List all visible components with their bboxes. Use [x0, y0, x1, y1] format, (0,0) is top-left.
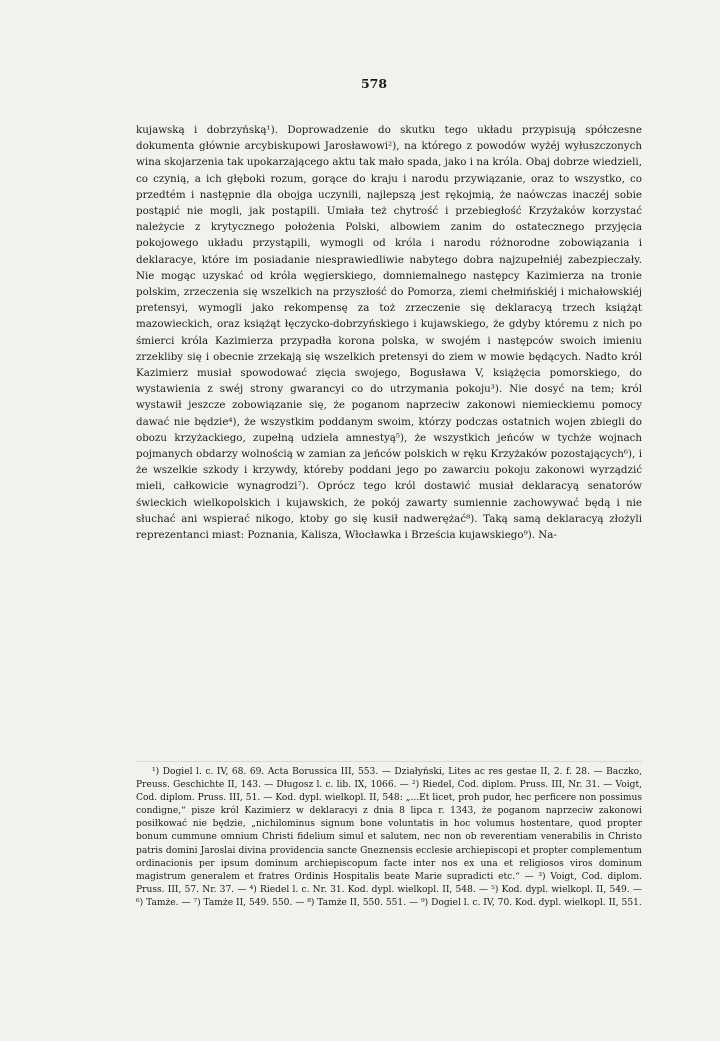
main-paragraph: kujawską i dobrzyńską¹). Doprowadzenie do skutku tego układu przypisują spółczesne dokumenta głównie arcybiskupowi Jarosławowi²), na którego z powodów wyżéj wyłuszczonych wina skojarzenia tak upokarzającego aktu tak mało spada, jako i na króla. Obaj dobrze wiedzieli, co czynią, a ich głęboki rozum, gorące do kraju i narodu przywiązanie, oraz to wszystko, co przedtém i następnie dla obojga uczynili, najlepszą jest rękojmią, że naówczas inaczéj sobie postąpić nie mogli, jak postąpili. Umiała też chytrość i przebiegłość Krzyżaków korzystać należycie z krytycznego położenia Polski, albowiem zanim do ostatecznego przyjęcia pokojowego układu przystąpili, wymogli od króla i narodu różnorodne zobowiązania i deklaracye, które im posiadanie niesprawiedliwie nabytego dobra najzupełniéj zabezpieczały. Nie mogąc uzyskać od króla węgierskiego, domniemalnego następcy Kazimierza na tronie polskim, zrzeczenia się wszelkich na przyszłość do Pomorza, ziemi chełmińskiéj i michałowskiéj pretensyi, wymogli jako rekompensę za toż zrzeczenie się deklaracyą trzech książąt mazowieckich, oraz książąt łęczycko-dobrzyńskiego i kujawskiego, że gdyby któremu z nich po śmierci króla Kazimierza przypadła korona polska, w swojém i następców swoich imieniu zrzekliby się i obecnie zrzekają się wszelkich pretensyi do ziem w mowie będących. Nadto król Kazimierz musiał spowodować zięcia swojego, Bogusława V, książęcia pomorskiego, do wystawienia z swéj strony gwarancyi co do utrzymania pokoju³). Nie dosyć na tem; król wystawił jeszcze zobowiązanie się, że poganom naprzeciw zakonowi niemieckiemu pomocy dawać nie będzie⁴), że wszystkim poddanym swoim, którzy podczas ostatnich wojen zbiegli do obozu krzyżackiego, zupełną udziela amnestyą⁵), że wszystkich jeńców w tychże wojnach pojmanych obdarzy wolnością w zamian za jeńców polskich w ręku Krzyżaków pozostających⁶), i że wszelkie szkody i krzywdy, któreby poddani jego po zawarciu pokoju zakonowi wyrządzić mieli, całkowicie wynagrodzi⁷). Oprócz tego król dostawić musiał deklaracyą senatorów świeckich wielkopolskich i kujawskich, że pokój zawarty sumiennie zachowywać będą i nie słuchać ani wspierać nikogo, ktoby go się kusił nadwerężać⁸). Taką samą deklaracyą złożyli reprezentanci miast: Poznania, Kalisza, Włocławka i Brześcia kujawskiego⁹). Na-	[136, 124, 642, 542]
page-number: 578	[360, 76, 388, 91]
main-text-block	[136, 122, 642, 543]
footnotes-block	[136, 766, 642, 910]
footnote-divider	[136, 761, 642, 762]
footnotes-paragraph: ¹) Dogiel l. c. IV, 68. 69. Acta Borussica III, 553. — Działyński, Lites ac res gestae II, 2. f. 28. — Baczko, Preuss. Geschichte II, 143. — Długosz l. c. lib. IX, 1066. — ²) Riedel, Cod. diplom. Pruss. III, Nr. 31. — Voigt, Cod. diplom. Pruss. III, 51. — Kod. dypl. wielkopl. II, 548: „...Et licet, proh pudor, hec perficere non possimus condigne,“ pisze król Kazimierz w deklaracyi z dnia 8 lipca r. 1343, że poganom naprzeciw zakonowi posiłkować nie będzie, „nichilominus signum bone voluntatis in hoc volumus hostentare, quod propter bonum cummune omnium Christi fidelium simul et salutem, nec non ob reverentiam venerabilis in Christo patris domini Jaroslai divina providencia sancte Gneznensis ecclesie archiepiscopi et propter complementum ordinacionis per ipsum dominum archiepiscopum facte inter nos ex una et religiosos viros dominum magistrum generalem et fratres Ordinis Hospitalis beate Marie supradicti etc.“ — ³) Voigt, Cod. diplom. Pruss. III, 57. Nr. 37. — ⁴) Riedel l. c. Nr. 31. Kod. dypl. wielkopl. II, 548. — ⁵) Kod. dypl. wielkopl. II, 549. — ⁶) Tamże. — ⁷) Tamże II, 549. 550. — ⁸) Tamże II, 550. 551. — ⁹) Dogiel l. c. IV, 70. Kod. dypl. wielkopl. II, 551.	[136, 767, 642, 908]
